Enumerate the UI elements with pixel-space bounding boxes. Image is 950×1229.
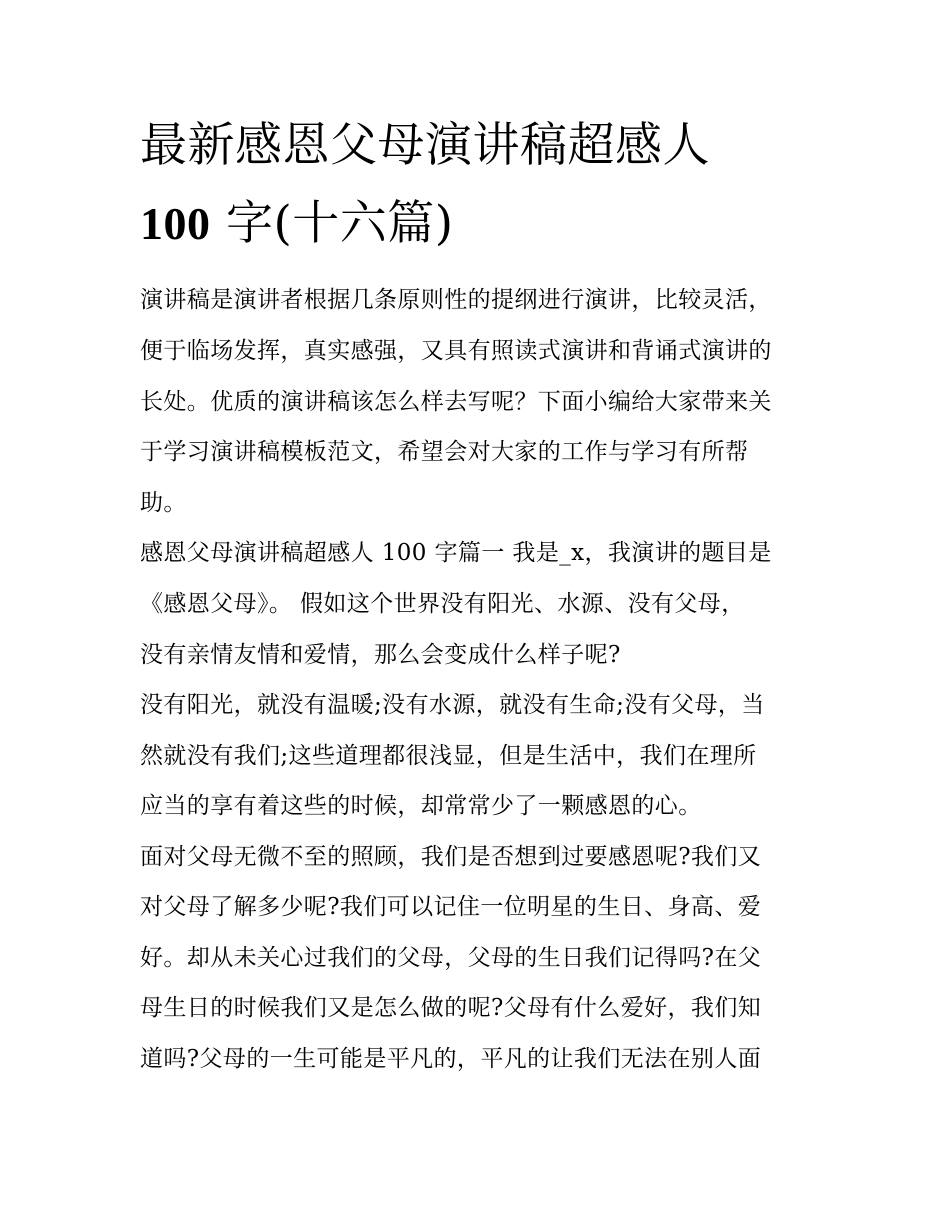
body-line: 没有亲情友情和爱情，那么会变成什么样子呢? [140,642,621,668]
body-line: 助。 [140,490,187,516]
body-line: 演讲稿是演讲者根据几条原则性的提纲进行演讲，比较灵活， [140,287,772,313]
title-number: 100 [140,198,211,249]
body-line: 于学习演讲稿模板范文，希望会对大家的工作与学习有所帮 [140,439,749,465]
body-line: 《感恩父母》。 假如这个世界没有阳光、水源、没有父母， [140,591,745,617]
body-line: 没有阳光，就没有温暖;没有水源，就没有生命;没有父母，当 [140,692,765,718]
body-line: 应当的享有着这些的时候，却常常少了一颗感恩的心。 [140,793,702,819]
body-line: 长处。优质的演讲稿该怎么样去写呢？下面小编给大家带来关 [140,389,772,415]
document-title-line-1: 最新感恩父母演讲稿超感人 [140,118,710,173]
body-line: 感恩父母演讲稿超感人 100 字篇一 我是_x，我演讲的题目是 [140,540,772,566]
body-line: 面对父母无微不至的照顾，我们是否想到过要感恩呢?我们又 [140,844,762,870]
document-title-line-2 [140,196,454,252]
title-suffix: 字(十六篇) [210,196,454,251]
body-line: 然就没有我们;这些道理都很浅显，但是生活中，我们在理所 [140,743,757,769]
body-line: 对父母了解多少呢?我们可以记住一位明星的生日、身高、爱 [140,894,762,920]
body-line: 道吗?父母的一生可能是平凡的，平凡的让我们无法在别人面 [140,1046,762,1072]
body-line: 母生日的时候我们又是怎么做的呢?父母有什么爱好，我们知 [140,995,762,1021]
body-line: 便于临场发挥，真实感强，又具有照读式演讲和背诵式演讲的 [140,338,772,364]
body-line: 好。却从未关心过我们的父母，父母的生日我们记得吗?在父 [140,945,762,971]
